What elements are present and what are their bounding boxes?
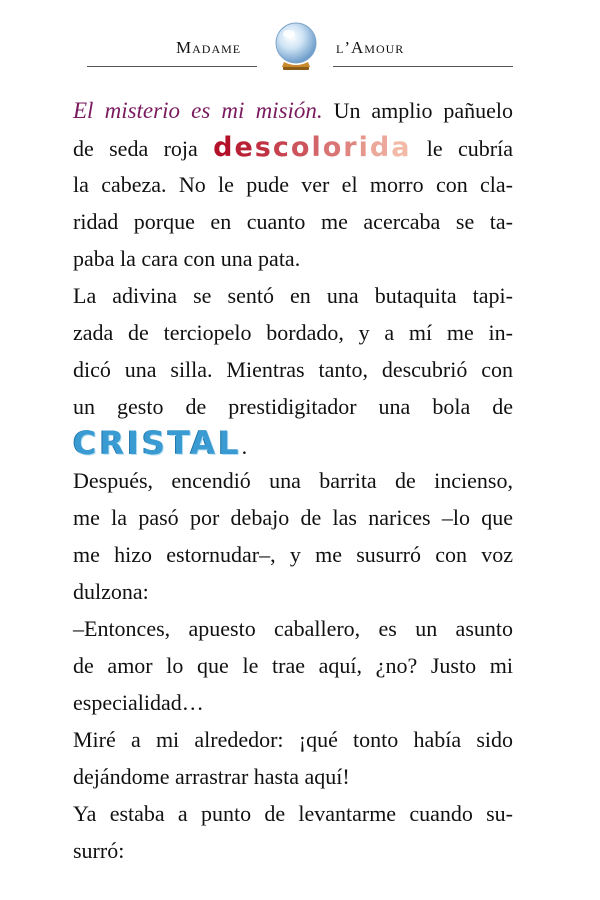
decorated-word-descolorida [213, 132, 411, 163]
descolorida-letter: r [343, 132, 359, 163]
descolorida-letter: l [311, 132, 323, 163]
text-line: de seda roja descolorida le cubría [73, 132, 513, 163]
text-line: de amor lo que le trae aquí, ¿no? Justo mi [73, 653, 513, 678]
descolorida-letter: i [358, 132, 370, 163]
text-line: surró: [73, 838, 125, 863]
text-line: Después, encendió una barrita de incienso, [73, 468, 513, 493]
text-line: zada de terciopelo bordado, y a mí me in- [73, 320, 513, 345]
decorated-word-cristal: CRISTAL [73, 424, 242, 462]
running-header [0, 0, 600, 80]
descolorida-letter: a [391, 132, 412, 163]
text-line: ridad porque en cuanto me acercaba se ta- [73, 209, 513, 234]
text-line: Miré a mi alrededor: ¡qué tonto había sido [73, 727, 513, 752]
descolorida-letter: o [290, 132, 312, 163]
header-rule-left [87, 66, 257, 67]
text-line: me la pasó por debajo de las narices –lo que [73, 505, 513, 530]
text-line: especialidad… [73, 690, 204, 715]
text-line: la cabeza. No le pude ver el morro con cla- [73, 172, 513, 197]
descolorida-letter: e [234, 132, 255, 163]
descolorida-letter: c [272, 132, 291, 163]
italic-phrase: El misterio es mi misión. [73, 98, 323, 123]
descolorida-letter: o [322, 132, 344, 163]
descolorida-letter: s [254, 132, 273, 163]
text-line: La adivina se sentó en una butaquita tapi- [73, 283, 513, 308]
text-line: un gesto de prestidigitador una bola de [73, 394, 513, 419]
text-line: me hizo estornudar–, y me susurró con voz [73, 542, 513, 567]
page-body [73, 92, 513, 869]
text-line: CRISTAL. [73, 424, 248, 462]
text-line: dejándome arrastrar hasta aquí! [73, 764, 350, 789]
text-line: dulzona: [73, 579, 149, 604]
header-right-title: l’Amour [336, 38, 405, 57]
header-left-title: Madame [176, 38, 242, 57]
text-line: dicó una silla. Mientras tanto, descubrió con [73, 357, 513, 382]
header-rule-right [333, 66, 513, 67]
descolorida-letter: d [369, 132, 392, 163]
text-line: paba la cara con una pata. [73, 246, 301, 271]
text-line: El misterio es mi misión. Un amplio pañuelo [73, 98, 513, 123]
text-line: Ya estaba a punto de levantarme cuando su- [73, 801, 513, 826]
descolorida-letter: d [213, 132, 235, 163]
crystal-ball-icon [270, 18, 322, 74]
text-line: –Entonces, apuesto caballero, es un asunto [73, 616, 513, 641]
